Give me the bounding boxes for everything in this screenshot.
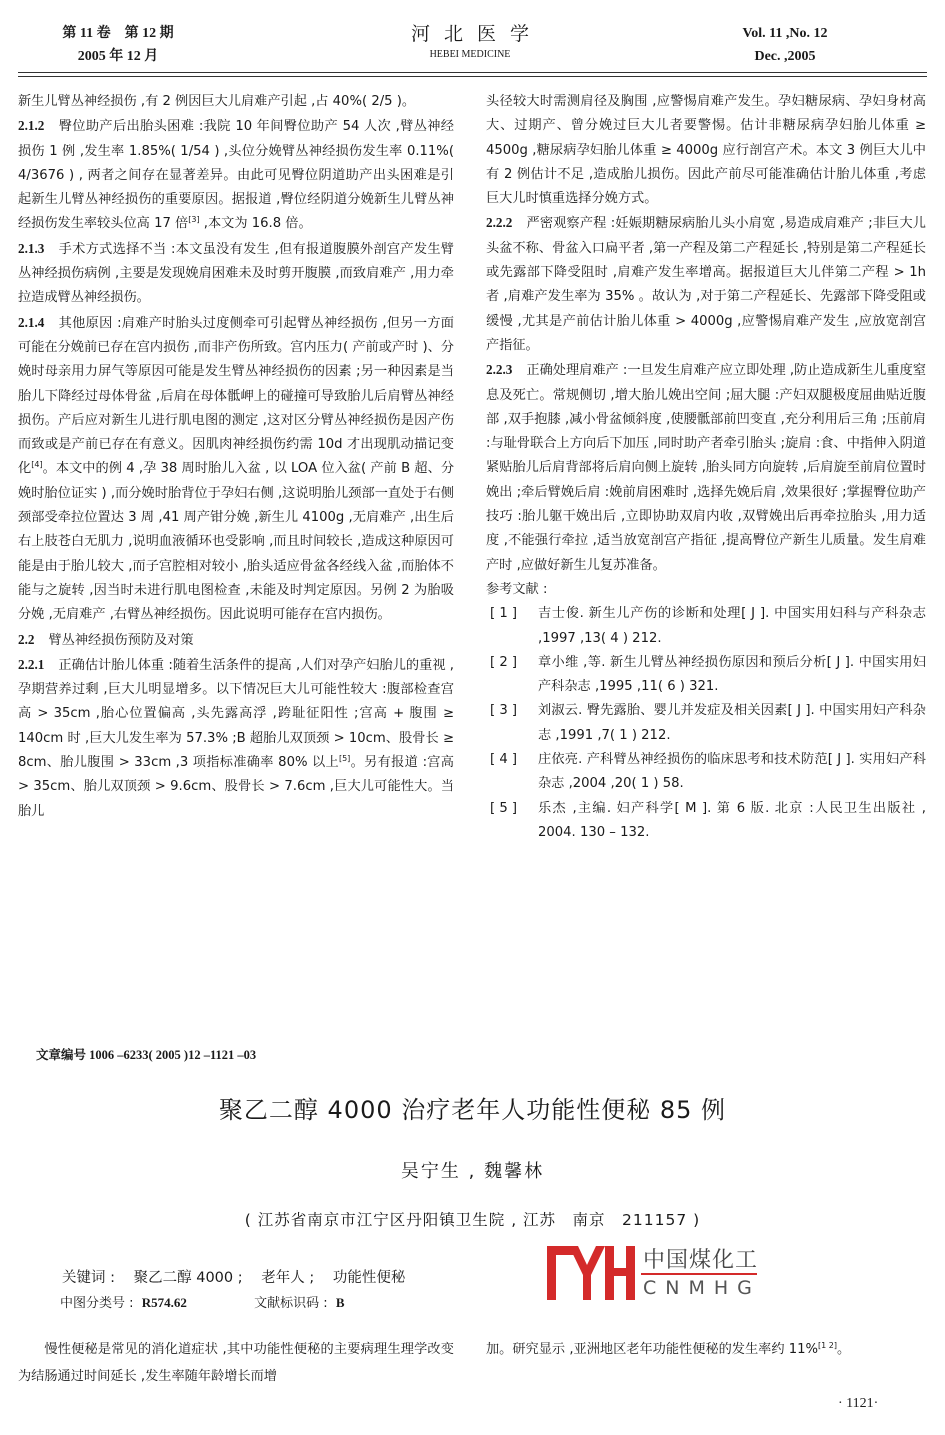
- section-number: 2.1.2: [18, 118, 45, 134]
- classification-row: [60, 1292, 345, 1311]
- reference-number: [ 1 ]: [490, 606, 518, 622]
- section-number: 2.1.4: [18, 314, 45, 330]
- paragraph: 慢性便秘是常见的消化道症状 ,其中功能性便秘的主要病理生理学改变为结肠通过时间延长 ,发生率随年龄增长而增: [18, 1342, 454, 1384]
- header-date-en: Dec. ,2005: [754, 49, 816, 64]
- logo-text-cn: 中国煤化工: [643, 1248, 759, 1273]
- journal-name-en: HEBEI MEDICINE: [429, 49, 511, 60]
- section-number: 2.1.3: [18, 240, 45, 256]
- article-body-right: [486, 1336, 926, 1363]
- header-volume-en: Vol. 11 ,No. 12: [742, 26, 828, 41]
- mh-logo-icon: [545, 1243, 637, 1303]
- keyword: 功能性便秘: [332, 1270, 406, 1286]
- clc-label: 中图分类号 :: [60, 1296, 134, 1311]
- paragraph: 加。研究显示 ,亚洲地区老年功能性便秘的发生率约 11%[1 2]。: [486, 1341, 851, 1357]
- keyword: 聚乙二醇 4000 ;: [133, 1270, 243, 1286]
- reference-item: [ 5 ] 乐杰 ,主编. 妇产科学[ M ]. 第 6 版. 北京 :人民卫生出版社 , 2004. 130 – 132.: [486, 797, 926, 846]
- header-vol-info-en: [720, 22, 850, 68]
- reference-item: [ 2 ] 章小维 ,等. 新生儿臂丛神经损伤原因和预后分析[ J ]. 中国实用妇产科杂志 ,1995 ,11( 6 ) 321.: [486, 651, 926, 700]
- section-heading-2-2: [18, 628, 454, 653]
- reference-item: [ 3 ] 刘淑云. 臀先露胎、婴儿并发症及相关因素[ J ]. 中国实用妇产科杂志 ,1991 ,7( 1 ) 212.: [486, 699, 926, 748]
- reference-number: [ 3 ]: [490, 703, 518, 719]
- section-2-1-3: 2.1.3 手术方式选择不当 :本文虽没有发生 ,但有报道腹膜外剖宫产发生臂丛神经损伤病例 ,主要是发现娩肩困难未及时剪开腹膜 ,而致肩难产 ,用力牵拉造成臂丛神经损伤。: [18, 240, 454, 306]
- logo-divider: [641, 1273, 757, 1275]
- header-journal: [330, 22, 610, 62]
- citation: [1 2]: [818, 1341, 837, 1350]
- paragraph: 头径较大时需测肩径及胸围 ,应警惕肩难产发生。孕妇糖尿病、孕妇身材高大、过期产、曾分娩过巨大儿者要警惕。估计非糖尿病孕妇胎儿体重 ≥ 4500g ,糖尿病孕妇胎儿体重 ≥ 4000g 应行剖宫产术。本文 3 例巨大儿中有 2 例估计不足 ,造成胎儿损伤。因此产前尽可能准确估计胎儿体重 ,考虑巨大儿时慎重选择分娩方式。: [486, 94, 926, 207]
- reference-item: [ 4 ] 庄依亮. 产科臂丛神经损伤的临床思考和技术防范[ J ]. 实用妇产科杂志 ,2004 ,20( 1 ) 58.: [486, 748, 926, 797]
- section-2-2-2: 2.2.2 严密观察产程 :妊娠期糖尿病胎儿头小肩宽 ,易造成肩难产 ;非巨大儿头盆不称、骨盆入口扁平者 ,第一产程及第二产程延长 ,特别是第二产程延长或先露部下降受阻时 ,肩难产发生率增高。据报道巨大儿伴第二产程 > 1h 者 ,肩难产发生率为 35% 。故认为 ,对于第二产程延长、先露部下降受阻或缓慢 ,尤其是产前估计胎儿体重 > 4000g ,应警惕肩难产发生 ,应放宽剖宫产指征。: [486, 215, 926, 353]
- section-heading: 臂丛神经损伤预防及对策: [48, 632, 194, 648]
- reference-number: [ 2 ]: [490, 654, 518, 670]
- header-date: 2005 年 12 月: [77, 49, 159, 64]
- doc-code-value: B: [335, 1295, 345, 1310]
- citation: [4]: [31, 460, 43, 470]
- article-title: 聚乙二醇 4000 治疗老年人功能性便秘 85 例: [218, 1096, 727, 1124]
- logo-text-en: CNMHG: [643, 1277, 761, 1299]
- citation: [5]: [338, 754, 351, 764]
- clc-value: R574.62: [141, 1295, 187, 1310]
- article-affiliation: ( 江苏省南京市江宁区丹阳镇卫生院 , 江苏 南京 211157 ): [244, 1211, 701, 1229]
- reference-list: [486, 602, 926, 845]
- section-number: 2.2.3: [486, 362, 513, 378]
- section-number: 2.2: [18, 631, 35, 647]
- reference-item: [ 1 ] 吉士俊. 新生儿产伤的诊断和处理[ J ]. 中国实用妇科与产科杂志 ,1997 ,13( 4 ) 212.: [486, 602, 926, 651]
- reference-number: [ 4 ]: [490, 752, 518, 768]
- right-column: [486, 90, 926, 845]
- section-2-1-4: 2.1.4 其他原因 :肩难产时胎头过度侧牵可引起臂丛神经损伤 ,但另一方面可能在分娩前已存在宫内损伤 ,而非产伤所致。宫内压力( 产前或产时 )、分娩时母亲用力屏气等原因可能是发生臂丛神经损伤的因素 ;另一种因素是当胎儿下降经过母体骨盆 ,后肩在母体骶岬上的碰撞可导致胎儿后肩臂丛神经损伤。产后应对新生儿进行肌电图的测定 ,这对区分臂丛神经损伤是因产伤而致或是产前已存在有意义。因肌肉神经损伤约需 10d 才出现肌动描记变化[4]。本文中的例 4 ,孕 38 周时胎儿入盆 , 以 LOA 位入盆( 产前 B 超、分娩时胎位证实 ) ,而分娩时胎背位于孕妇右侧 ,这说明胎儿颈部一直处于右侧颈部受牵拉位置达 3 周 ,41 周产钳分娩 ,新生儿 4100g ,无肩难产 ,出生后右上肢苍白无肌力 ,说明血液循环也受影响 ,而且时间较长 ,造成这种原因可能是由于胎儿较大 ,而子宫腔相对较小 ,胎头适应骨盆各经线入盆 ,而胎体不能与之旋转 ,因当时未进行肌电图检查 ,未能及时判定原因。另例 2 为胎吸分娩 ,无肩难产 ,右臂丛神经损伤。因此说明可能存在宫内损伤。: [18, 314, 455, 623]
- doc-code-label: 文献标识码 :: [254, 1296, 328, 1311]
- section-2-2-1: 2.2.1 正确估计胎儿体重 :随着生活条件的提高 ,人们对孕产妇胎儿的重视 ,孕期营养过剩 ,巨大儿明显增多。以下情况巨大儿可能性较大 :腹部检查宫高 > 35cm ,胎心位置偏高 ,头先露高浮 ,跨耻征阳性 ;宫高 + 腹围 ≥ 140cm 时 ,巨大儿发生率为 57.3% ;B 超胎儿双顶颈 > 10cm、股骨长 ≥ 8cm、胎儿腹围 > 33cm ,3 项指标准确率 80% 以上[5]。另有报道 :宫高 > 35cm、胎儿双顶颈 > 9.6cm、股骨长 > 7.6cm ,巨大儿可能性大。当胎儿: [18, 656, 454, 819]
- section-number: 2.2.1: [18, 656, 45, 672]
- header-rule: [18, 72, 927, 73]
- header-rule-secondary: [18, 76, 927, 77]
- reference-number: [ 5 ]: [490, 800, 518, 816]
- keywords-row: [62, 1266, 419, 1287]
- citation: [3]: [188, 215, 200, 225]
- section-2-2-3: 2.2.3 正确处理肩难产 :一旦发生肩难产应立即处理 ,防止造成新生儿重度窒息及死亡。常规侧切 ,增大胎儿娩出空间 ;屈大腿 :产妇双腿极度屈曲贴近腹部 ,双手抱膝 ,减小骨盆倾斜度 ,使腰骶部前凹变直 ,充分利用后三角 ;压前肩 :与耻骨联合上方向后下加压 ,同时助产者牵引胎头 ;旋肩 :食、中指伸入阴道紧贴胎儿后肩背部将后肩向侧上旋转 ,胎头同方向旋转 ,后肩旋至前肩位置时娩出 ;牵后臂娩后肩 :娩前肩困难时 ,选择先娩后肩 ,效果很好 ;掌握臀位助产技巧 :胎儿躯干娩出后 ,立即协助双肩内收 ,双臂娩出后再牵拉胎头 ,用力适度 ,不能强行牵拉 ,适当放宽剖宫产指征 ,提高臀位产新生儿质量。发生肩难产时 ,应做好新生儿复苏准备。: [486, 362, 926, 573]
- paragraph: 新生儿臂丛神经损伤 ,有 2 例因巨大儿肩难产引起 ,占 40%( 2/5 )。: [18, 94, 416, 109]
- cnmhg-logo: [545, 1243, 760, 1303]
- article-body-left: [18, 1336, 454, 1390]
- section-number: 2.2.2: [486, 215, 513, 231]
- section-2-1-2: 2.1.2 臀位助产后出胎头困难 :我院 10 年间臀位助产 54 人次 ,臂丛神经损伤 1 例 ,发生率 1.85%( 1/54 ) ,头位分娩臂丛神经损伤发生率 0.11%( 4/3676 ) , 两者之间存在显著差异。由此可见臀位阴道助产出头困难是引起新生儿臂丛神经损伤的重要原因。据报道 ,臀位经阴道分娩新生儿臂丛神经损伤发生率较头位高 17 倍[3] ,本文为 16.8 倍。: [18, 118, 454, 232]
- left-column: [18, 90, 454, 824]
- header-issue-info: [48, 22, 188, 68]
- keywords-label: 关键词 :: [62, 1270, 115, 1286]
- article-id: 文章编号 1006 –6233( 2005 )12 –1121 –03: [36, 1048, 257, 1062]
- references-heading: 参考文献 :: [486, 581, 548, 597]
- keyword: 老年人 ;: [261, 1270, 315, 1286]
- header-volume-issue: 第 11 卷 第 12 期: [62, 26, 174, 41]
- journal-name-cn: 河北医学: [410, 23, 543, 45]
- article-authors: 吴宁生 , 魏馨林: [400, 1161, 545, 1182]
- page-number: · 1121·: [838, 1396, 879, 1411]
